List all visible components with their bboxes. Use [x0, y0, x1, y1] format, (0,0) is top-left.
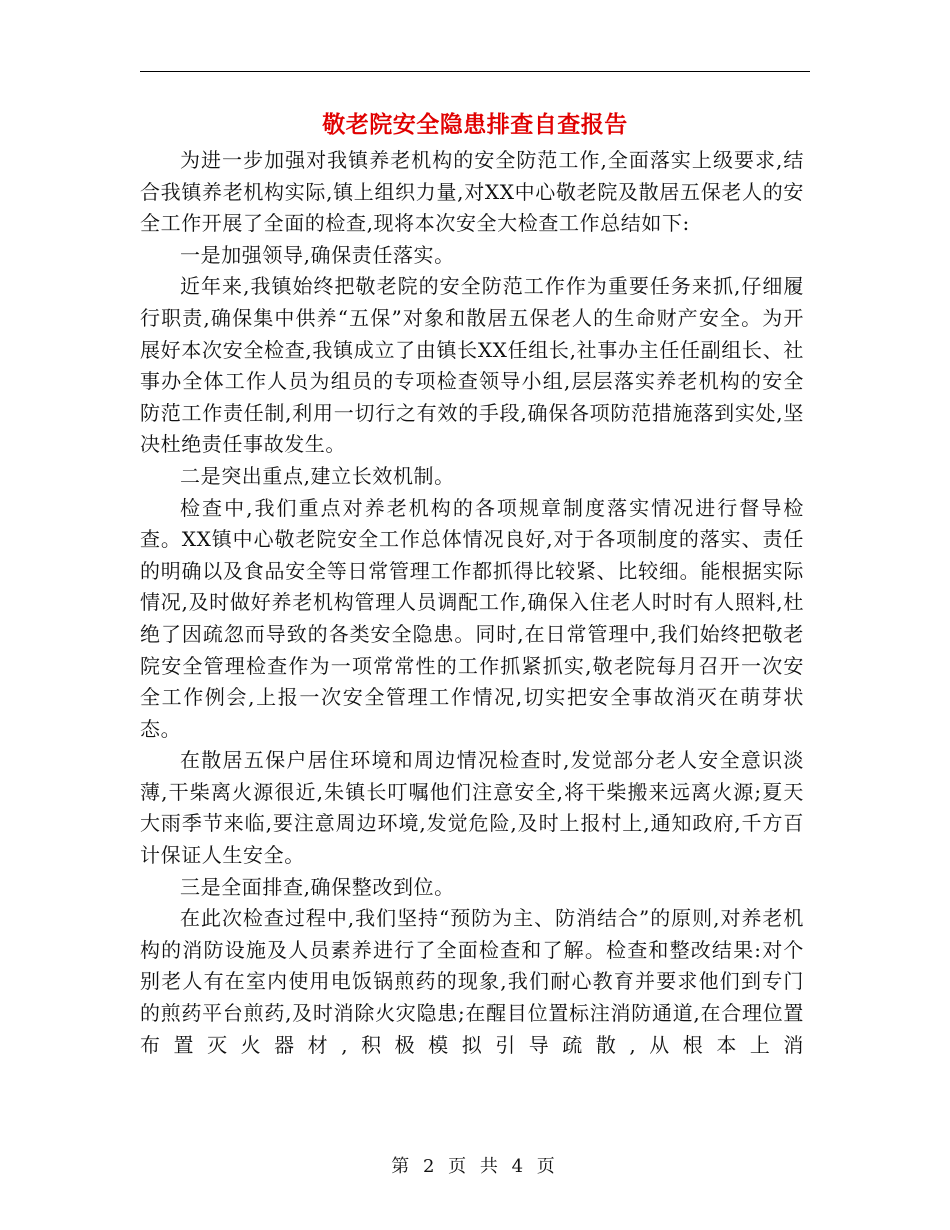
document-title: 敬老院安全隐患排查自查报告: [322, 111, 628, 138]
header-rule: [140, 71, 810, 72]
paragraph-leadership: 近年来,我镇始终把敬老院的安全防范工作作为重要任务来抓,仔细履行职责,确保集中供养“五保”对象和散居五保老人的生命财产安全。为开展好本次安全检查,我镇成立了由镇长XX任组长,社事办主任任副组长、社事办全体工作人员为组员的专项检查领导小组,层层落实养老机构的安全防范工作责任制,利用一切行之有效的手段,确保各项防范措施落到实处,坚决杜绝责任事故发生。: [140, 274, 804, 457]
document-body: [140, 145, 804, 1061]
page-number-footer: 第 2 页 共 4 页: [391, 1156, 559, 1177]
paragraph-scattered-elderly: 在散居五保户居住环境和周边情况检查时,发觉部分老人安全意识淡薄,干柴离火源很近,朱镇长叮嘱他们注意安全,将干柴搬来远离火源;夏天大雨季节来临,要注意周边环境,发觉危险,及时上报村上,通知政府,千方百计保证人生安全。: [140, 748, 804, 868]
section-heading-1: 一是加强领导,确保责任落实。: [180, 242, 455, 267]
paragraph-rectification: 在此次检查过程中,我们坚持“预防为主、防消结合”的原则,对养老机构的消防设施及人员素养进行了全面检查和了解。检查和整改结果:对个别老人有在室内使用电饭锅煎药的现象,我们耐心教育并要求他们到专门的煎药平台煎药,及时消除火灾隐患;在醒目位置标注消防通道,在合理位置布置灭火器材,积极模拟引导疏散,从根本上消: [140, 906, 804, 1057]
paragraph-intro: 为进一步加强对我镇养老机构的安全防范工作,全面落实上级要求,结合我镇养老机构实际,镇上组织力量,对XX中心敬老院及散居五保老人的安全工作开展了全面的检查,现将本次安全大检查工作总结如下:: [140, 148, 804, 236]
section-heading-3: 三是全面排查,确保整改到位。: [180, 874, 455, 899]
paragraph-inspection: 检查中,我们重点对养老机构的各项规章制度落实情况进行督导检查。XX镇中心敬老院安全工作总体情况良好,对于各项制度的落实、责任的明确以及食品安全等日常管理工作都抓得比较紧、比较细。能根据实际情况,及时做好养老机构管理人员调配工作,确保入住老人时时有人照料,杜绝了因疏忽而导致的各类安全隐患。同时,在日常管理中,我们始终把敬老院安全管理检查作为一项常常性的工作抓紧抓实,敬老院每月召开一次安全工作例会,上报一次安全管理工作情况,切实把安全事故消灭在萌芽状态。: [140, 495, 804, 741]
section-heading-2: 二是突出重点,建立长效机制。: [180, 463, 455, 488]
